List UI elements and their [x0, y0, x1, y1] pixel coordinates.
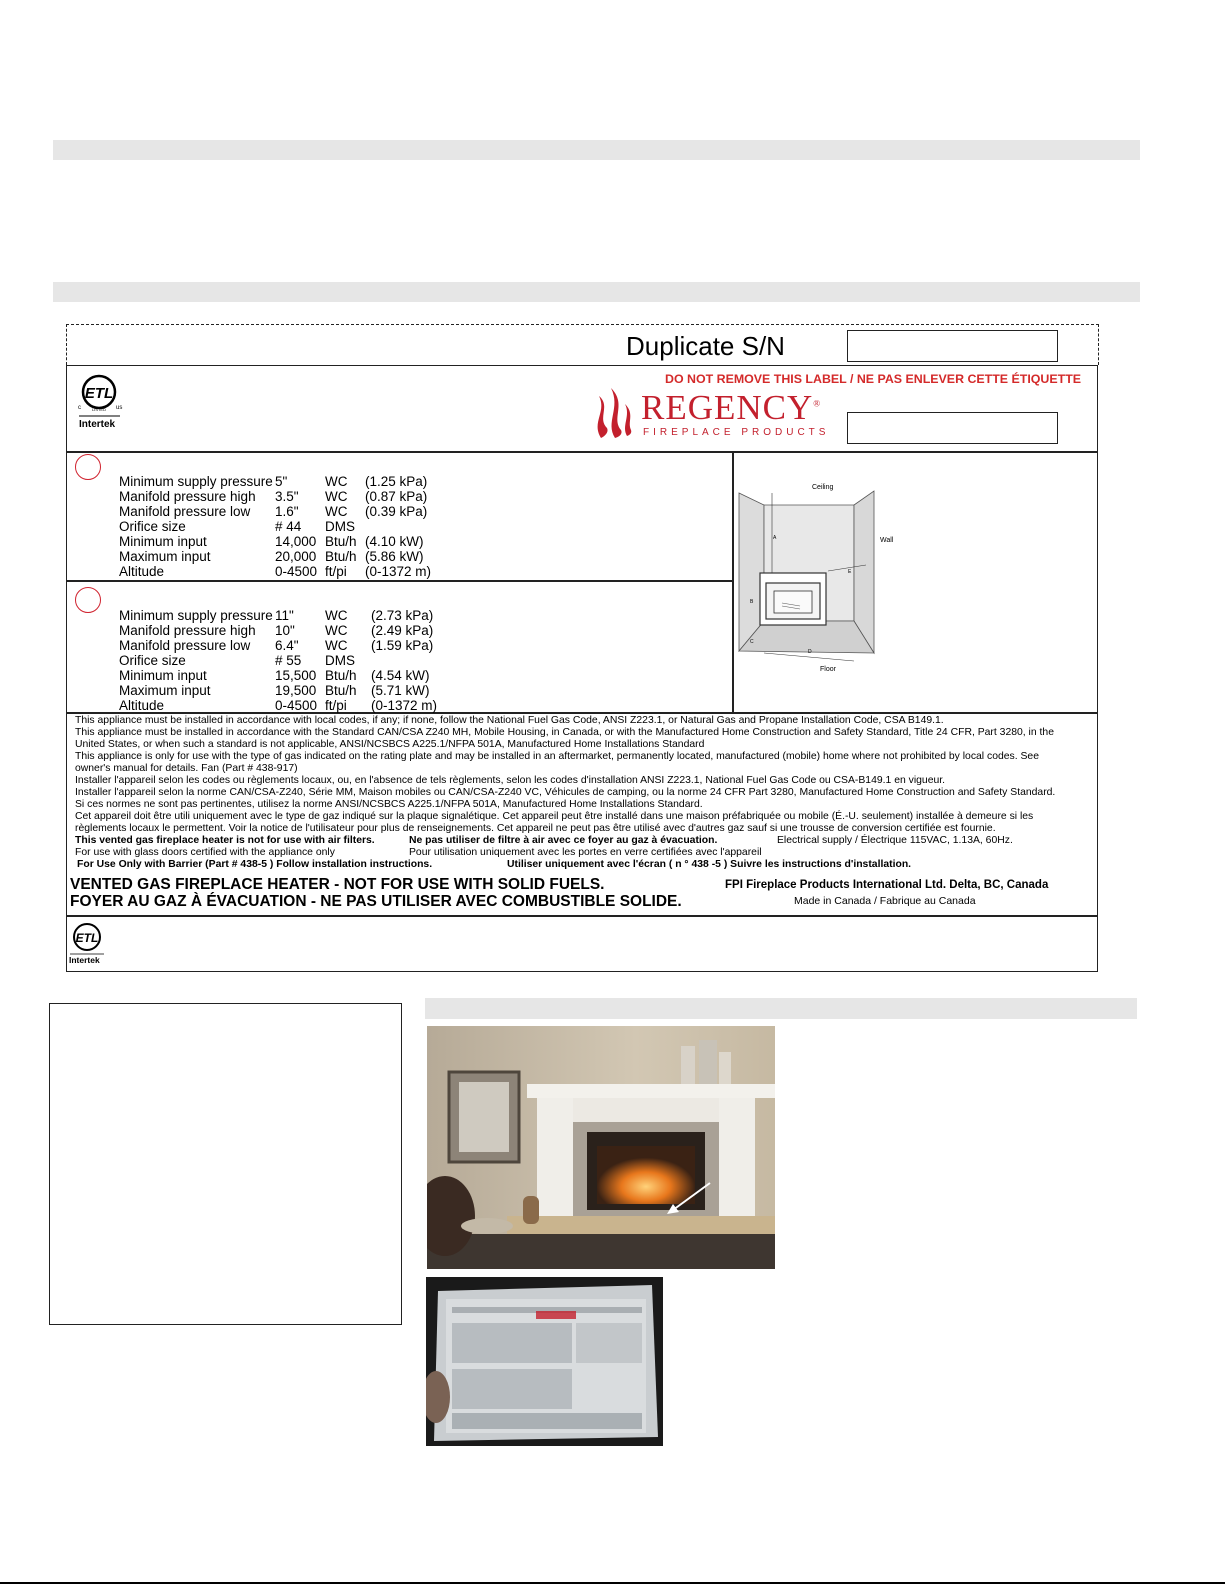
fine-print-bold: This vented gas fireplace heater is not for use with air filters.	[75, 835, 375, 846]
gas-type-indicator-2	[75, 587, 101, 613]
fine-print: Si ces normes ne sont pas pertinentes, utilisez la norme ANSI/NCSBCS A225.1/NFPA 501A, Manufactured Home Installations Standard.	[75, 799, 703, 810]
rating-label-photo	[426, 1277, 663, 1446]
fine-print: United States, or when such a standard is not applicable, ANSI/NCSBCS A225.1/NFPA 501A, Manufactured Home Installations Standard	[75, 739, 705, 750]
brand-name: REGENCY®	[641, 388, 822, 427]
solid-fuel-warning-en: VENTED GAS FIREPLACE HEATER - NOT FOR USE WITH SOLID FUELS.	[70, 876, 605, 893]
section-header-bar-3	[425, 998, 1137, 1019]
made-in-canada: Made in Canada / Fabrique au Canada	[794, 895, 976, 907]
cert-c: c	[78, 405, 81, 411]
fine-print-bold: Ne pas utiliser de filtre à air avec ce foyer au gaz à évacuation.	[409, 835, 718, 846]
fine-print: This appliance must be installed in accordance with the Standard CAN/CSA Z240 MH, Mobile Housing, in Canada, or with the Manufactured Home Construction and Safety Standard, Title 24 CFR, Part 3280, in the	[75, 727, 1054, 738]
divider	[66, 712, 1098, 714]
solid-fuel-warning-fr: FOYER AU GAZ À ÉVACUATION - NE PAS UTILISER AVEC COMBUSTIBLE SOLIDE.	[70, 893, 682, 910]
regency-logo	[593, 382, 843, 442]
page-footer-rule	[0, 1582, 1225, 1584]
etl-certification-logo-small	[68, 920, 108, 966]
fine-print: Cet appareil doit être utili uniquement avec le type de gaz indiqué sur la plaque signalétique. Cet appareil peut être installé dans une maison préfabriquée ou mobile (É.-U. seulement) installée à demeure si les	[75, 811, 1034, 822]
dim-b: B	[750, 599, 754, 605]
fine-print: Installer l'appareil selon la norme CAN/CSA-Z240, Série MM, Maison mobiles ou CAN/CSA-Z240 VC, Véhicules de camping, ou la norme 24 CFR Part 3280, Manufactured Home Construction and Safety Standard.	[75, 787, 1056, 798]
intertek-label-small: Intertek	[69, 955, 100, 965]
flame-icon	[593, 382, 633, 440]
fine-print: règlements locaux le permettent. Voir la notice de l'utilisateur pour plus de renseignements. Cet appareil ne peut pas être utilisé avec d'autres gaz sauf si une trousse de conversion certifiée est fournie.	[75, 823, 996, 834]
floor-label: Floor	[820, 666, 836, 673]
wall-label: Wall	[880, 537, 894, 544]
section-header-bar-2	[53, 282, 1140, 302]
fine-print: For use with glass doors certified with the appliance only	[75, 847, 335, 858]
fine-print: This appliance must be installed in accordance with local codes, if any; if none, follow the National Fuel Gas Code, ANSI Z223.1, or Natural Gas and Propane Installation Code, CSA B149.1.	[75, 715, 944, 726]
ceiling-label: Ceiling	[812, 484, 834, 491]
fine-print: owner's manual for details. Fan (Part # 438-917)	[75, 763, 298, 774]
intertek-label: Intertek	[79, 419, 116, 430]
duplicate-sn-label: Duplicate S/N	[626, 331, 785, 361]
section-header-bar-1	[53, 140, 1140, 160]
fine-print: Electrical supply / Électrique 115VAC, 1.13A, 60Hz.	[777, 835, 1013, 846]
cert-us: us	[116, 405, 123, 411]
fireplace-photo	[427, 1026, 775, 1269]
fine-print-bold: Utiliser uniquement avec l'écran ( n ° 438 -5 ) Suivre les instructions d'installation.	[507, 859, 912, 870]
etl-mark: ETL	[84, 385, 114, 402]
etl-certification-logo	[70, 372, 130, 438]
notes-box	[49, 1003, 402, 1325]
dim-e: E	[848, 569, 852, 575]
etl-mark-small: ETL	[75, 931, 99, 945]
brand-tagline: FIREPLACE PRODUCTS	[643, 427, 830, 438]
fine-print: Pour utilisation uniquement avec les portes en verre certifiées avec l'appareil	[409, 847, 762, 858]
dim-c: C	[750, 639, 754, 645]
clearance-diagram	[734, 453, 1096, 712]
duplicate-sn-field	[847, 330, 1058, 362]
dim-a: A	[773, 535, 777, 541]
fine-print: This appliance is only for use with the type of gas indicated on the rating plate and may be installed in an aftermarket, permanently located, manufactured (mobile) home where not prohibited by local codes. See	[75, 751, 1039, 762]
manufacturer-info: FPI Fireplace Products International Ltd. Delta, BC, Canada	[725, 879, 1049, 891]
divider	[66, 915, 1098, 917]
divider	[66, 580, 733, 582]
fine-print-bold: For Use Only with Barrier (Part # 438-5 ) Follow installation instructions.	[77, 859, 433, 870]
fine-print: Installer l'appareil selon les codes ou règlements locaux, ou, en l'absence de tels règlements, selon les codes d'installation ANSI Z223.1, National Fuel Gas Code ou CSA-B149.1 en vigueur.	[75, 775, 946, 786]
do-not-remove-warning: DO NOT REMOVE THIS LABEL / NE PAS ENLEVER CETTE ÉTIQUETTE	[665, 372, 1082, 386]
gas-type-indicator-1	[75, 454, 101, 480]
dim-d: D	[808, 649, 812, 655]
cert-listed: LISTED	[91, 407, 107, 412]
serial-number-field	[847, 412, 1058, 444]
